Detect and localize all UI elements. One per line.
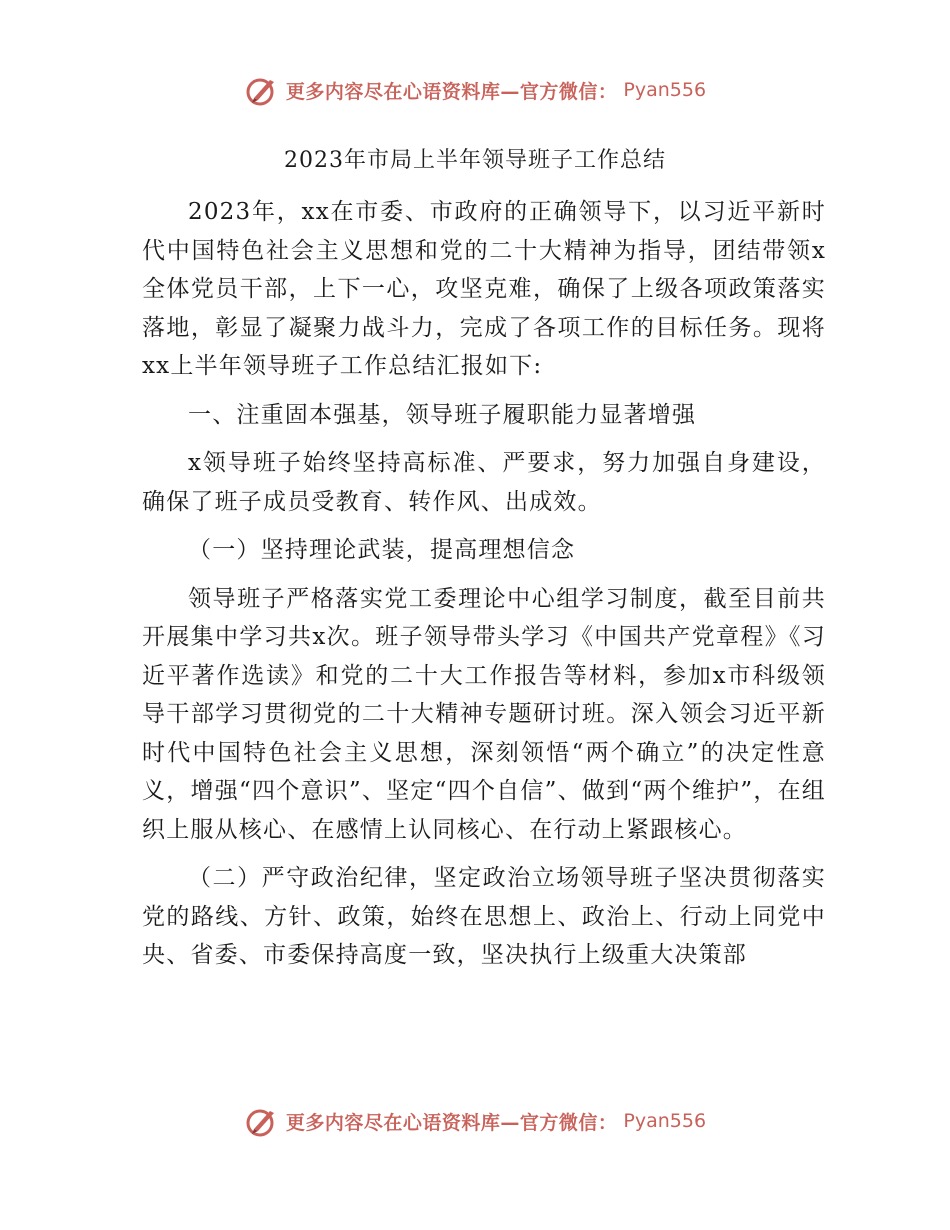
banner-wechat-id: Pyan556 — [623, 79, 707, 101]
document-body — [142, 193, 826, 975]
paragraph-subsection-1: 领导班子严格落实党工委理论中心组学习制度，截至目前共开展集中学习共x次。班子领导带头学习《中国共产党章程》《习近平著作选读》和党的二十大工作报告等材料，参加x市科级领导干部学习贯彻党的二十大精神专题研讨班。深入领会习近平新时代中国特色社会主义思想，深刻领悟“两个确立”的决定性意义，增强“四个意识”、坚定“四个自信”、做到“两个维护”，在组织上服从核心、在感情上认同核心、在行动上紧跟核心。 — [142, 585, 826, 843]
paragraph-subsection-2: （二）严守政治纪律，坚定政治立场领导班子坚决贯彻落实党的路线、方针、政策，始终在思想上、政治上、行动上同党中央、省委、市委保持高度一致，坚决执行上级重大决策部 — [142, 865, 826, 968]
pen-logo-icon — [244, 1103, 280, 1139]
banner-text: 更多内容尽在心语资料库—官方微信： — [285, 1111, 618, 1134]
banner-wechat-id: Pyan556 — [623, 1110, 707, 1132]
header-banner — [0, 70, 950, 110]
document-title: 2023年市局上半年领导班子工作总结 — [284, 148, 666, 173]
footer-banner — [0, 1101, 950, 1141]
subsection-heading-1: （一）坚持理论武装，提高理想信念 — [188, 537, 576, 563]
banner-text: 更多内容尽在心语资料库—官方微信： — [285, 80, 618, 103]
paragraph-section-1: x领导班子始终坚持高标准、严要求，努力加强自身建设，确保了班子成员受教育、转作风、出成效。 — [142, 450, 826, 515]
paragraph-intro: 2023年，xx在市委、市政府的正确领导下，以习近平新时代中国特色社会主义思想和党的二十大精神为指导，团结带领x全体党员干部，上下一心，攻坚克难，确保了上级各项政策落实落地，彰显了凝聚力战斗力，完成了各项工作的目标任务。现将xx上半年领导班子工作总结汇报如下: — [142, 199, 826, 379]
pen-logo-icon — [244, 72, 280, 108]
section-heading-1: 一、注重固本强基，领导班子履职能力显著增强 — [188, 401, 697, 428]
